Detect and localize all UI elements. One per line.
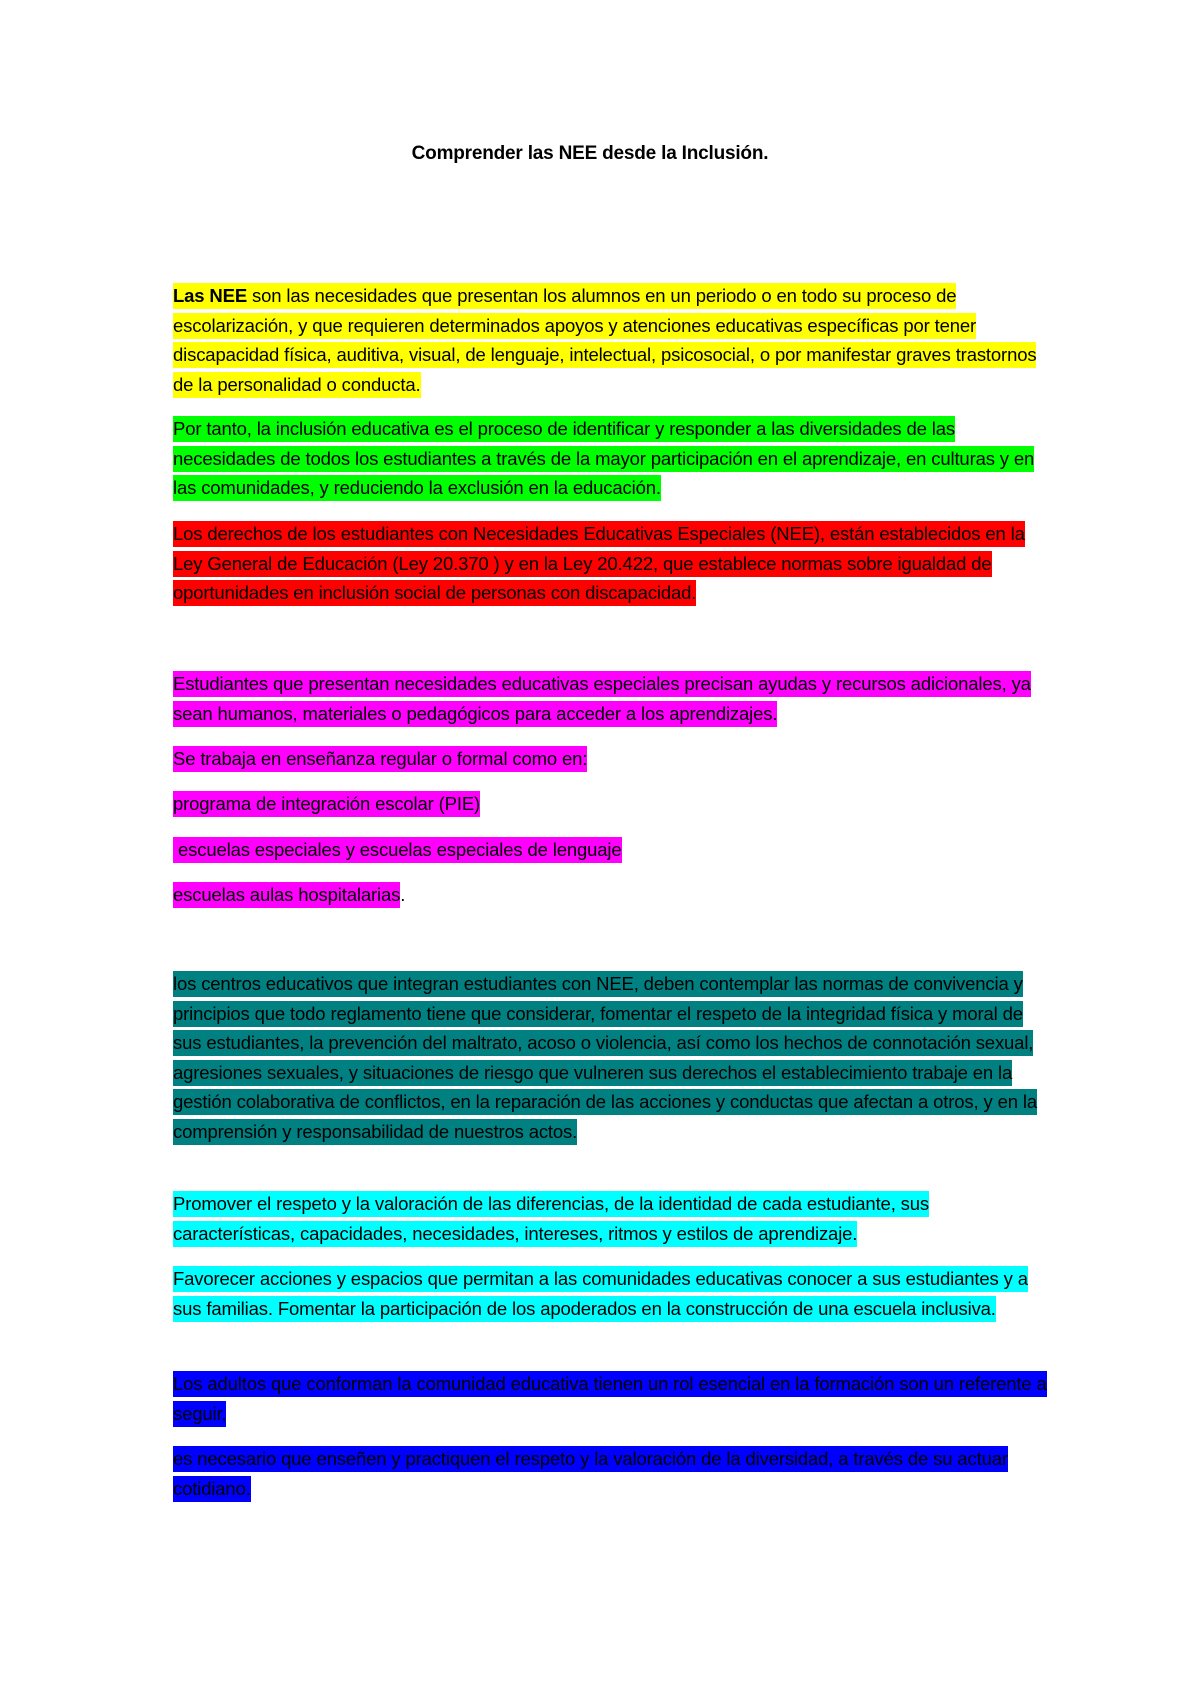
paragraph-educational-centers: los centros educativos que integran estudiantes con NEE, deben contemplar las normas de convivencia y principios que todo reglamento tiene que considerar, fomentar el respeto de la integridad física y moral de sus estudiantes, la prevención del maltrato, acoso o violencia, así como los hechos de connotación sexual, agresiones sexuales, y situaciones de riesgo que vulneren sus derechos el establecimiento trabaje en la gestión colaborativa de conflictos, en la reparación de las acciones y conductas que afectan a otros, y en la comprensión y responsabilidad de nuestros actos. bbox=[173, 969, 1053, 1146]
list-item-special-schools: escuelas especiales y escuelas especiales de lenguaje bbox=[173, 835, 1053, 865]
paragraph-rights: Los derechos de los estudiantes con Necesidades Educativas Especiales (NEE), están establecidos en la Ley General de Educación (Ley 20.370 ) y en la Ley 20.422, que establece normas sobre igualdad de oportunidades en inclusión social de personas con discapacidad. bbox=[173, 519, 1053, 608]
paragraph-students-needs: Estudiantes que presentan necesidades educativas especiales precisan ayudas y recursos adicionales, ya sean humanos, materiales o pedagógicos para acceder a los aprendizajes. bbox=[173, 669, 1053, 728]
paragraph-inclusion: Por tanto, la inclusión educativa es el proceso de identificar y responder a las diversidades de las necesidades de todos los estudiantes a través de la mayor participación en el aprendizaje, en culturas y en las comunidades, y reduciendo la exclusión en la educación. bbox=[173, 414, 1053, 503]
document-title: Comprender las NEE desde la Inclusión. bbox=[411, 143, 769, 164]
paragraph-adults-role: Los adultos que conforman la comunidad educativa tienen un rol esencial en la formación son un referente a seguir, bbox=[173, 1369, 1053, 1428]
list-item-hospital-schools: escuelas aulas hospitalarias. bbox=[173, 880, 1053, 910]
paragraph-teach-respect: es necesario que enseñen y practiquen el respeto y la valoración de la diversidad, a través de su actuar cotidiano. bbox=[173, 1444, 1053, 1503]
paragraph-nee-lead: Las NEE bbox=[173, 283, 247, 309]
paragraph-promote-respect: Promover el respeto y la valoración de las diferencias, de la identidad de cada estudiante, sus características, capacidades, necesidades, intereses, ritmos y estilos de aprendizaje. bbox=[173, 1189, 1053, 1248]
paragraph-regular-education: Se trabaja en enseñanza regular o formal como en: bbox=[173, 744, 1053, 774]
paragraph-favor-actions: Favorecer acciones y espacios que permitan a las comunidades educativas conocer a sus estudiantes y a sus familias. Fomentar la participación de los apoderados en la construcción de una escuela inclusiva. bbox=[173, 1264, 1053, 1323]
paragraph-nee-body: son las necesidades que presentan los alumnos en un periodo o en todo su proceso de escolarización, y que requieren determinados apoyos y atenciones educativas específicas por tener discapacidad física, auditiva, visual, de lenguaje, intelectual, psicosocial, o por manifestar graves trastornos de la personalidad o conducta. bbox=[173, 283, 1036, 398]
paragraph-nee-definition bbox=[173, 281, 1053, 399]
list-item-pie: programa de integración escolar (PIE) bbox=[173, 789, 1053, 819]
